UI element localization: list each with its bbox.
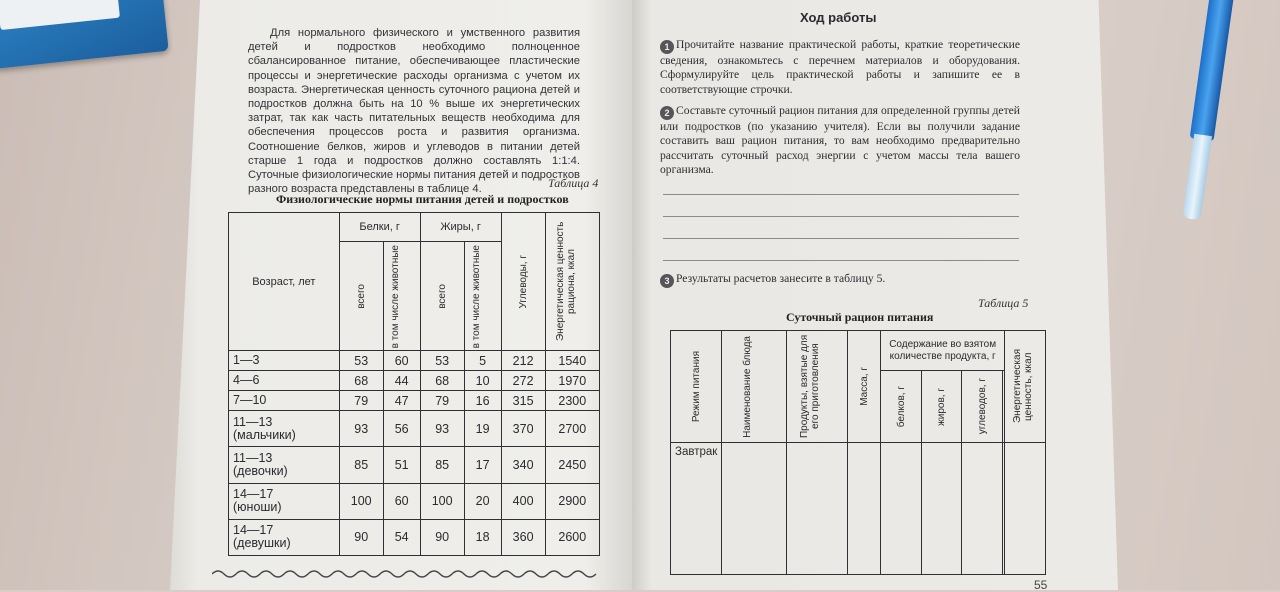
value-cell-carbs: 360 <box>501 519 545 555</box>
age-cell <box>229 391 340 411</box>
answer-line <box>663 260 1019 261</box>
task-1-number: 1 <box>660 40 674 54</box>
header-fats: жиров, г <box>936 387 948 426</box>
header-dish: Наименование блюда <box>742 335 754 438</box>
header-carbs-cell <box>962 371 1003 443</box>
header-fats: Жиры, г <box>420 213 501 242</box>
value-cell-carbs: 315 <box>501 391 545 411</box>
age-range: 4—6 <box>233 373 260 388</box>
value-cell-carbs: 272 <box>501 371 545 391</box>
header-f-animal-cell <box>464 242 501 351</box>
header-blank <box>1003 371 1005 443</box>
value-cell-p-total: 100 <box>339 483 383 519</box>
table5-title: Суточный рацион питания <box>786 310 934 324</box>
pen-tip <box>1182 134 1212 221</box>
value-cell-energy: 2600 <box>545 519 599 555</box>
age-range: 11—13 <box>233 414 273 429</box>
age-cell <box>229 447 340 483</box>
age-cell <box>229 483 340 519</box>
table-row <box>229 483 600 519</box>
empty-cell <box>1005 443 1046 575</box>
value-cell-f-animal: 5 <box>464 351 501 371</box>
age-cell <box>229 371 340 391</box>
age-range: 14—17 <box>233 487 274 502</box>
age-cell <box>229 519 340 555</box>
header-p-total: всего <box>355 283 367 309</box>
header-regime-cell <box>671 331 722 443</box>
header-carbs-cell <box>501 213 545 351</box>
page-number: 55 <box>1034 578 1048 592</box>
value-cell-p-total: 85 <box>339 447 383 483</box>
value-cell-p-total: 90 <box>339 519 383 555</box>
value-cell-f-total: 53 <box>420 351 464 371</box>
value-cell-f-total: 93 <box>420 411 464 447</box>
table5-caption: Таблица 5 <box>978 296 1029 310</box>
header-content: Содержание во взятом количестве продукта, г <box>881 331 1005 371</box>
table-row <box>229 371 600 391</box>
table4-caption: Таблица 4 <box>548 176 599 190</box>
header-energy: Энергетическая ценность рациона, ккал <box>555 221 578 342</box>
value-cell-p-animal: 54 <box>383 519 420 555</box>
header-mass: Масса, г <box>858 367 870 406</box>
age-group: (девушки) <box>233 536 291 551</box>
header-f-total-cell <box>420 242 464 351</box>
value-cell-energy: 2300 <box>545 391 599 411</box>
header-age: Возраст, лет <box>229 213 340 351</box>
header-p-total-cell <box>339 242 383 351</box>
age-range: 11—13 <box>233 451 273 466</box>
intro-text: Для нормального физического и умственного развития детей и подростков необходимо полноценное сбалансированное питание, обеспечивающее пластические процессы и энергетические расходы организма с учетом их возраста. Энергетическая ценность суточного рациона детей и подростков должна быть на 10 % выше их энергетических затрат, так как часть питательных веществ необходима для обеспечения процессов роста и развития организма. Соотношение белков, жиров и углеводов в питании детей старше 1 года и подростков должно составлять 1:1:4. Суточные физиологические нормы питания детей и подростков разного возраста представлены в таблице 4. <box>248 27 580 196</box>
header-mass-cell <box>848 331 881 443</box>
age-group: (юноши) <box>233 500 282 515</box>
header-energy: Энергетическая ценность, ккал <box>1012 349 1034 424</box>
age-range: 14—17 <box>233 523 274 538</box>
header-energy-cell <box>1005 331 1046 443</box>
answer-line <box>663 238 1019 239</box>
value-cell-f-total: 79 <box>420 391 464 411</box>
empty-cell <box>921 443 962 575</box>
header-regime: Режим питания <box>690 350 702 423</box>
intro-paragraph <box>248 26 580 196</box>
answer-line <box>663 194 1019 195</box>
age-cell <box>229 411 340 447</box>
task-2-text: Составьте суточный рацион питания для определенной группы детей или подростков (по указанию учителя). Если вы получили задание составить ваш рацион питания, то вам необходимо предварительно рассчитать суточный расход энергии с учетом массы тела вашего организма. <box>660 104 1020 176</box>
value-cell-p-animal: 44 <box>383 371 420 391</box>
header-proteins-cell <box>881 371 922 443</box>
table-row <box>229 391 600 411</box>
empty-cell <box>722 443 787 575</box>
age-cell <box>229 351 340 371</box>
task-1 <box>660 38 1020 97</box>
value-cell-f-animal: 16 <box>464 391 501 411</box>
empty-cell <box>962 443 1003 575</box>
value-cell-p-animal: 47 <box>383 391 420 411</box>
header-proteins: Белки, г <box>339 213 420 242</box>
answer-line <box>663 216 1019 217</box>
value-cell-energy: 1970 <box>545 371 599 391</box>
value-cell-f-animal: 10 <box>464 371 501 391</box>
header-p-animal: в том числе животные <box>389 244 401 348</box>
table-row <box>229 519 600 555</box>
header-f-animal: в том числе животные <box>470 244 482 348</box>
header-fats-cell <box>921 371 962 443</box>
age-group: (мальчики) <box>233 427 296 442</box>
task-2-number: 2 <box>660 106 674 120</box>
value-cell-p-animal: 60 <box>383 351 420 371</box>
task-3-number: 3 <box>660 274 674 288</box>
box-label <box>0 0 120 30</box>
value-cell-f-animal: 20 <box>464 483 501 519</box>
task-3-text: Результаты расчетов занесите в таблицу 5. <box>676 272 886 285</box>
value-cell-carbs: 400 <box>501 483 545 519</box>
value-cell-f-total: 90 <box>420 519 464 555</box>
task-3 <box>660 272 1020 288</box>
header-carbs: углеводов, г <box>976 378 988 435</box>
value-cell-p-total: 68 <box>339 371 383 391</box>
value-cell-p-total: 79 <box>339 391 383 411</box>
ration-table <box>670 330 1046 575</box>
value-cell-f-total: 85 <box>420 447 464 483</box>
age-range: 1—3 <box>233 353 260 368</box>
value-cell-carbs: 370 <box>501 411 545 447</box>
value-cell-carbs: 340 <box>501 447 545 483</box>
value-cell-f-animal: 18 <box>464 519 501 555</box>
header-f-total: всего <box>436 283 448 309</box>
value-cell-f-total: 68 <box>420 371 464 391</box>
table-row <box>229 351 600 371</box>
value-cell-p-animal: 51 <box>383 447 420 483</box>
age-range: 7—10 <box>233 393 267 408</box>
header-energy-cell <box>545 213 599 351</box>
header-carbs: Углеводы, г <box>517 254 529 309</box>
header-p-animal-cell <box>383 242 420 351</box>
table4-title: Физиологические нормы питания детей и подростков <box>276 192 569 206</box>
value-cell-f-total: 100 <box>420 483 464 519</box>
value-cell-energy: 2700 <box>545 411 599 447</box>
value-cell-energy: 1540 <box>545 351 599 371</box>
value-cell-p-total: 93 <box>339 411 383 447</box>
empty-cell <box>787 443 848 575</box>
header-products: Продукты, взятые для его приготовления <box>799 334 822 439</box>
header-proteins: белков, г <box>895 385 907 428</box>
empty-cell <box>848 443 881 575</box>
value-cell-carbs: 212 <box>501 351 545 371</box>
right-heading: Ход работы <box>800 10 877 25</box>
header-products-cell <box>787 331 848 443</box>
value-cell-p-total: 53 <box>339 351 383 371</box>
empty-cell <box>881 443 922 575</box>
value-cell-f-animal: 19 <box>464 411 501 447</box>
breakfast-cell: Завтрак <box>671 443 722 575</box>
norms-table <box>228 212 600 556</box>
value-cell-energy: 2450 <box>545 447 599 483</box>
table-row <box>229 411 600 447</box>
value-cell-p-animal: 56 <box>383 411 420 447</box>
task-2 <box>660 104 1020 177</box>
table-row <box>229 447 600 483</box>
value-cell-f-animal: 17 <box>464 447 501 483</box>
task-1-text: Прочитайте название практической работы, краткие теоретические сведения, ознакомьтесь с перечнем материалов и оборудования. Сформулируйте цель практической работы и запишите ее в соответствующие строчки. <box>660 38 1020 96</box>
header-dish-cell <box>722 331 787 443</box>
decorative-wave <box>212 566 602 582</box>
age-group: (девочки) <box>233 464 288 479</box>
value-cell-p-animal: 60 <box>383 483 420 519</box>
value-cell-energy: 2900 <box>545 483 599 519</box>
